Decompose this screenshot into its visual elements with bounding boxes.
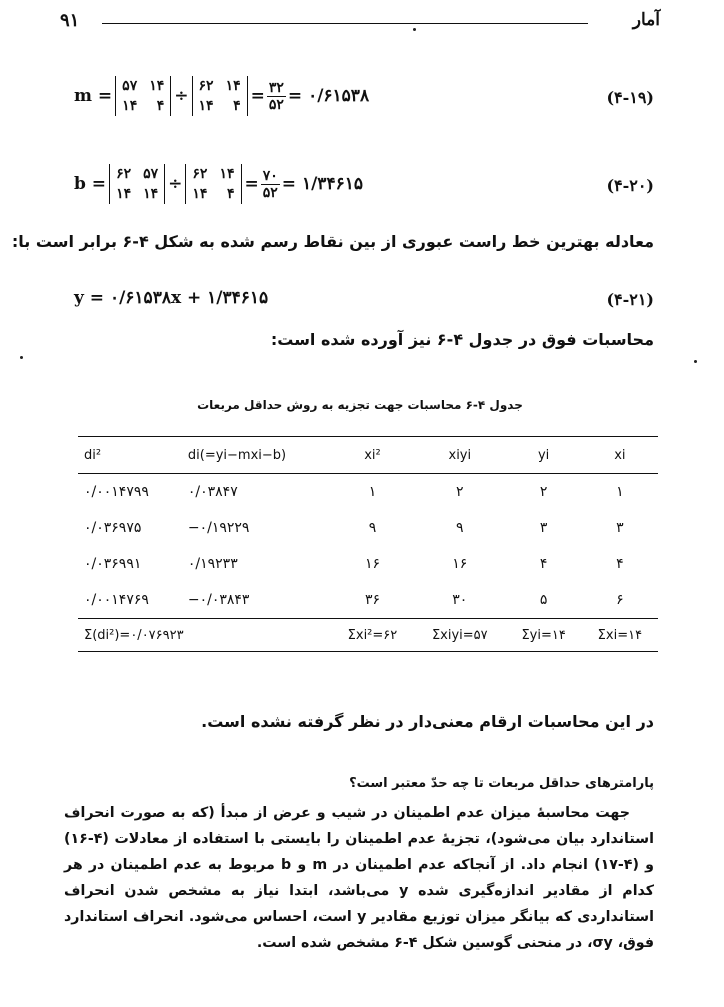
equation-number: (۴-۲۱) xyxy=(606,290,654,309)
column-header: xi² xyxy=(331,437,414,474)
line-equation: y = ۰/۶۱۵۳۸x + ۱/۳۴۶۱۵ xyxy=(74,288,269,308)
determinant: ۶۲ ۱۴ ۱۴ ۴ xyxy=(192,76,248,116)
speck xyxy=(20,356,23,359)
table-row: ۰/۰۳۶۹۷۵ −۰/۱۹۲۲۹ ۹ ۹ ۳ ۳ xyxy=(84,520,624,536)
determinant: ۵۷ ۱۴ ۱۴ ۴ xyxy=(115,76,171,116)
page-header xyxy=(60,10,660,34)
least-squares-table xyxy=(78,436,658,652)
header-rule xyxy=(102,23,588,24)
determinant: ۶۲ ۱۴ ۱۴ ۴ xyxy=(185,164,241,204)
note-paragraph: در این محاسبات ارقام معنی‌دار در نظر گرفته نشده است. xyxy=(201,712,654,731)
eq-lhs: b xyxy=(74,174,86,194)
column-header: xi xyxy=(582,437,658,474)
table-sum-row: Σ(di²)=۰/۰۷۶۹۲۳ Σxi²=۶۲ Σxiyi=۵۷ Σyi=۱۴ Σxi=۱۴ xyxy=(78,619,658,652)
equation-b: b = ۶۲ ۵۷ ۱۴ ۱۴ ÷ ۶۲ ۱۴ ۱۴ ۴ = $\frac{۷۰}{۵۲}$ = ۱/۳۴۶۱۵ xyxy=(74,166,363,202)
column-header: xiyi xyxy=(414,437,505,474)
table-caption: جدول ۴-۶ محاسبات جهت تجزیه به روش حداقل مربعات xyxy=(197,398,523,412)
paragraph: محاسبات فوق در جدول ۴-۶ نیز آورده شده است: xyxy=(270,330,654,349)
column-header: di² xyxy=(78,437,182,474)
column-header: yi xyxy=(506,437,582,474)
column-header: di(=yi−mxi−b) xyxy=(182,437,331,474)
table-header-row xyxy=(78,437,658,474)
equation-number: (۴-۱۹) xyxy=(606,88,654,107)
paragraph: معادله بهترین خط راست عبوری از بین نقاط رسم شده به شکل ۴-۶ برابر است با: xyxy=(11,232,654,251)
eq-result: ۰/۶۱۵۳۸ xyxy=(308,86,370,106)
equation-m: m = ۵۷ ۱۴ ۱۴ ۴ ÷ ۶۲ ۱۴ ۱۴ ۴ = $\frac{۳۲}{۵۲}$ = ۰/۶۱۵۳۸ xyxy=(74,78,370,114)
page-number: ۹۱ xyxy=(60,10,80,31)
table-row: ۰/۰۰۱۴۷۶۹ −۰/۰۳۸۴۳ ۳۶ ۳۰ ۵ ۶ xyxy=(78,582,658,619)
section-question: پارامترهای حداقل مربعات تا چه حدّ معتبر است؟ xyxy=(349,776,654,791)
chapter-title: آمار xyxy=(632,10,660,30)
fraction: $\frac{۳۲}{۵۲}$ xyxy=(268,79,284,113)
speck xyxy=(694,360,697,363)
table-row: ۰/۰۳۶۹۹۱ ۰/۱۹۲۳۳ ۱۶ ۱۶ ۴ ۴ xyxy=(84,556,624,572)
equation-number: (۴-۲۰) xyxy=(606,176,654,195)
eq-lhs: m xyxy=(74,86,92,106)
body-text: جهت محاسبهٔ میزان عدم اطمینان در شیب و عرض از مبدأ (که به صورت انحراف استاندارد بیان می‌شود)، تجزیهٔ عدم اطمینان را بایستی با استفاده از معادلات (۴-۱۶) و (۴-۱۷) انجام داد. از آنجاکه عدم اطمینان در m و b مربوط به عدم اطمینان در هر کدام از مقادیر اندازه‌گیری شده y می‌باشد، ابتدا نیاز به مشخص شدن انحراف استانداردی که بیانگر میزان توزیع مقادیر y است، احساس می‌شود. انحراف استاندارد فوق، σy، در منحنی گوسین شکل ۴-۶ مشخص شده است. xyxy=(64,805,654,951)
eq-result: ۱/۳۴۶۱۵ xyxy=(301,174,363,194)
speck xyxy=(413,28,416,31)
determinant: ۶۲ ۵۷ ۱۴ ۱۴ xyxy=(109,164,165,204)
table-row: ۰/۰۰۱۴۷۹۹ ۰/۰۳۸۴۷ ۱ ۲ ۲ ۱ xyxy=(84,484,624,500)
fraction: $\frac{۷۰}{۵۲}$ xyxy=(262,167,278,201)
